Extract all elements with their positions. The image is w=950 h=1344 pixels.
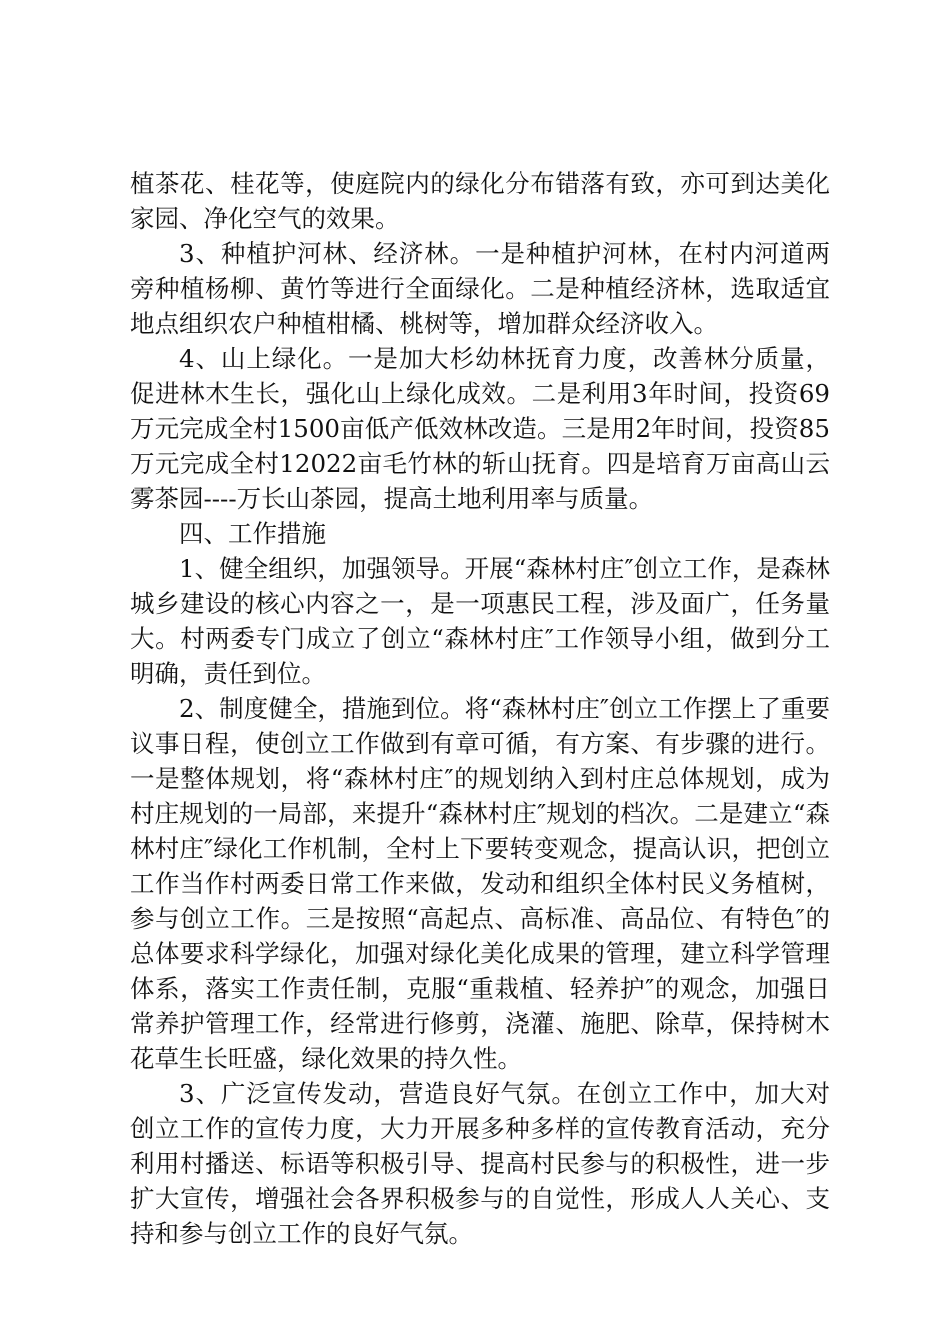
paragraph-item-3-riverside-forest: 3、种植护河林、经济林。一是种植护河林，在村内河道两旁种植杨柳、黄竹等进行全面绿化。二是种植经济林，选取适宜地点组织农户种植柑橘、桃树等，增加群众经济收入。: [130, 239, 830, 338]
paragraph-measure-3-publicity: 3、广泛宣传发动，营造良好气氛。在创立工作中，加大对创立工作的宣传力度，大力开展多种多样的宣传教育活动，充分利用村播送、标语等积极引导、提高村民参与的积极性，进一步扩大宣传，增强社会各界积极参与的自觉性，形成人人关心、支持和参与创立工作的良好气氛。: [130, 1079, 830, 1248]
paragraph-measure-2-system: 2、制度健全，措施到位。将“森林村庄″创立工作摆上了重要议事日程，使创立工作做到有章可循，有方案、有步骤的进行。一是整体规划，将“森林村庄″的规划纳入到村庄总体规划，成为村庄规划的一局部，来提升“森林村庄″规划的档次。二是建立“森林村庄″绿化工作机制，全村上下要转变观念，提高认识，把创立工作当作村两委日常工作来做，发动和组织全体村民义务植树，参与创立工作。三是按照“高起点、高标准、高品位、有特色″的总体要求科学绿化，加强对绿化美化成果的管理，建立科学管理体系，落实工作责任制，克服“重栽植、轻养护″的观念，加强日常养护管理工作，经常进行修剪，浇灌、施肥、除草，保持树木花草生长旺盛，绿化效果的持久性。: [130, 694, 830, 1073]
document-page: [130, 166, 830, 1251]
paragraph-item-4-mountain-greening: 4、山上绿化。一是加大杉幼林抚育力度，改善林分质量，促进林木生长，强化山上绿化成效。二是利用3年时间，投资69万元完成全村1500亩低产低效林改造。三是用2年时间，投资85万元完成全村12022亩毛竹林的斩山抚育。四是培育万亩高山云雾茶园----万长山茶园，提高土地利用率与质量。: [130, 344, 830, 513]
section-heading-work-measures: 四、工作措施: [179, 519, 326, 548]
paragraph-continuation: 植茶花、桂花等，使庭院内的绿化分布错落有致，亦可到达美化家园、净化空气的效果。: [130, 169, 830, 233]
paragraph-measure-1-organization: 1、健全组织，加强领导。开展“森林村庄″创立工作，是森林城乡建设的核心内容之一，是一项惠民工程，涉及面广，任务量大。村两委专门成立了创立“森林村庄″工作领导小组，做到分工明确，责任到位。: [130, 554, 830, 688]
